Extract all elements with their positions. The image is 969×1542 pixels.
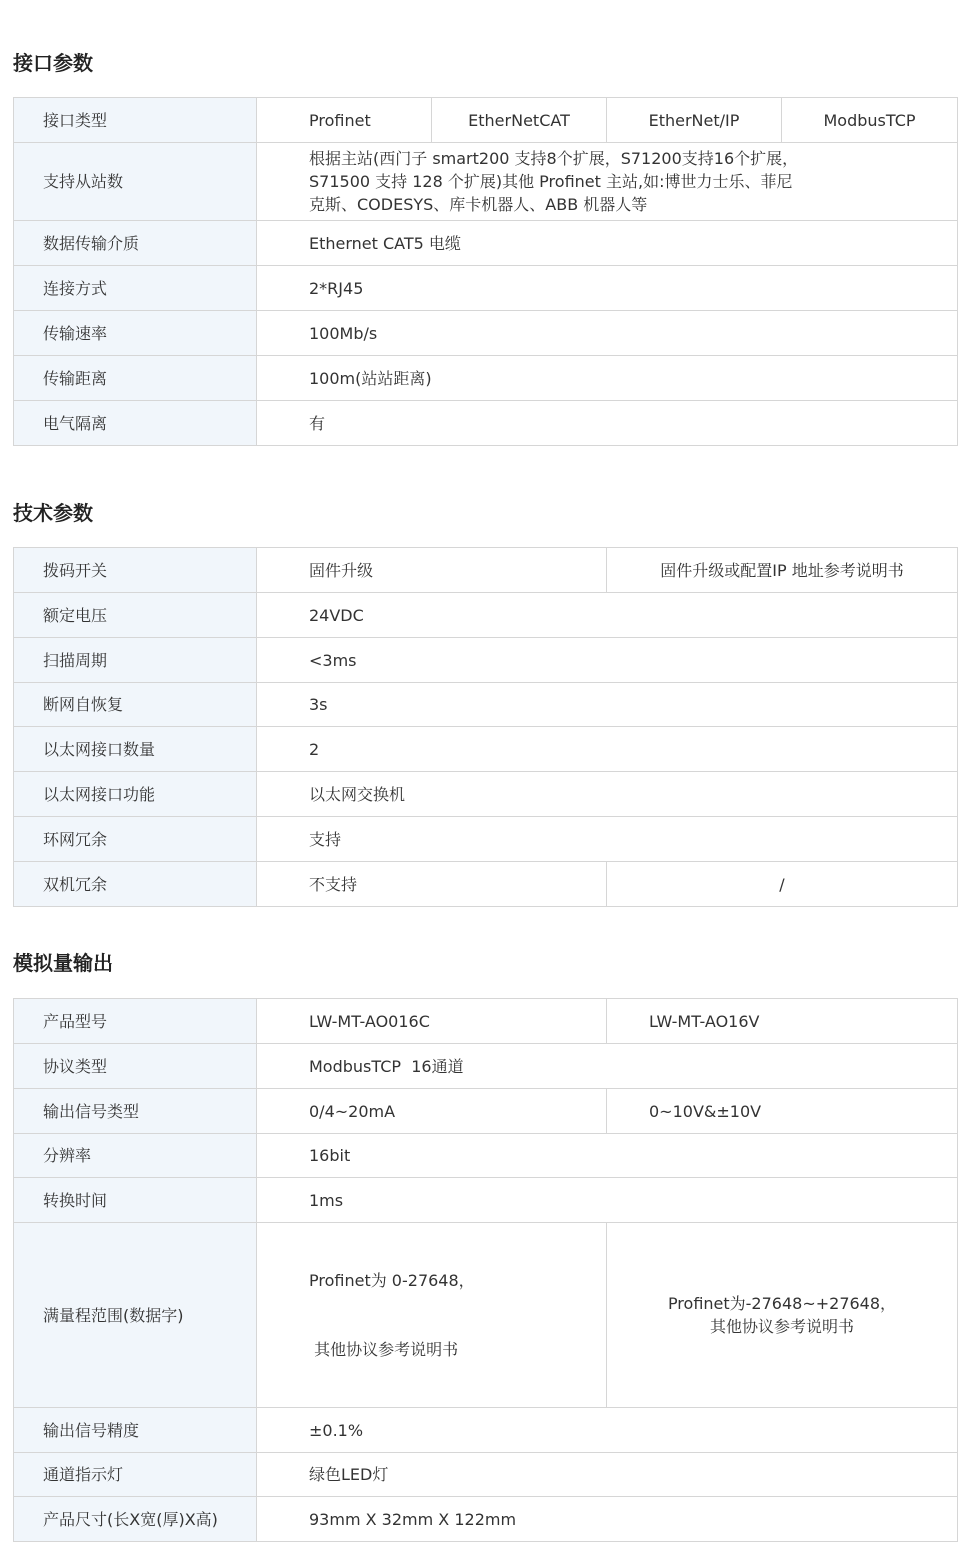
cell-value: Ethernet CAT5 电缆 — [257, 221, 958, 266]
table-row — [14, 862, 958, 907]
cell-value: 有 — [257, 401, 958, 446]
text-line: 其他协议参考说明书 — [309, 1340, 459, 1359]
cell-modbustcp: ModbusTCP — [782, 98, 958, 143]
cell-value-secondary: LW-MT-AO16V — [607, 999, 958, 1044]
cell-value: ±0.1% — [257, 1408, 958, 1453]
section-title-analog: 模拟量输出 — [13, 951, 113, 975]
cell-ethernet-ip: EtherNet/IP — [607, 98, 782, 143]
cell-value: 0/4~20mA — [257, 1089, 607, 1134]
text-line: 其他协议参考说明书 — [709, 1317, 854, 1336]
table-row — [14, 356, 958, 401]
cell-value: <3ms — [257, 638, 958, 683]
text-line: S71500 支持 128 个扩展)其他 Profinet 主站,如:博世力士乐、菲尼 — [309, 172, 793, 191]
row-label: 接口类型 — [14, 98, 257, 143]
row-label: 额定电压 — [14, 593, 257, 638]
row-label: 转换时间 — [14, 1178, 257, 1223]
table-row — [14, 548, 958, 593]
cell-value: 2*RJ45 — [257, 266, 958, 311]
cell-value: 100m(站站距离) — [257, 356, 958, 401]
section-title-technical: 技术参数 — [13, 501, 93, 525]
row-label: 分辨率 — [14, 1134, 257, 1178]
table-row — [14, 1089, 958, 1134]
row-label: 断网自恢复 — [14, 683, 257, 727]
table-row — [14, 266, 958, 311]
row-label: 产品型号 — [14, 999, 257, 1044]
row-label: 以太网接口功能 — [14, 772, 257, 817]
cell-value: 固件升级 — [257, 548, 607, 593]
text-line: Profinet为-27648~+27648， — [667, 1294, 897, 1313]
cell-value: 93mm X 32mm X 122mm — [257, 1497, 958, 1542]
table-row — [14, 638, 958, 683]
cell-value: 不支持 — [257, 862, 607, 907]
table-row — [14, 999, 958, 1044]
table-row — [14, 143, 958, 221]
row-label: 扫描周期 — [14, 638, 257, 683]
table-row — [14, 817, 958, 862]
table-row — [14, 1453, 958, 1497]
cell-profinet: Profinet — [257, 98, 432, 143]
row-label: 协议类型 — [14, 1044, 257, 1089]
text-line: Profinet为 0-27648， — [309, 1271, 475, 1290]
cell-value: 3s — [257, 683, 958, 727]
cell-value — [257, 143, 958, 221]
technical-params-table — [13, 547, 958, 907]
row-label: 传输速率 — [14, 311, 257, 356]
cell-value: 2 — [257, 727, 958, 772]
cell-value: 支持 — [257, 817, 958, 862]
row-label: 连接方式 — [14, 266, 257, 311]
cell-value: 16bit — [257, 1134, 958, 1178]
table-row — [14, 1134, 958, 1178]
table-row — [14, 683, 958, 727]
cell-value: 绿色LED灯 — [257, 1453, 958, 1497]
table-row — [14, 1223, 958, 1408]
row-label: 以太网接口数量 — [14, 727, 257, 772]
cell-value: 100Mb/s — [257, 311, 958, 356]
row-label: 输出信号精度 — [14, 1408, 257, 1453]
cell-value: LW-MT-AO016C — [257, 999, 607, 1044]
interface-params-table — [13, 97, 958, 446]
cell-value-secondary: 0~10V&±10V — [607, 1089, 958, 1134]
text-line: 克斯、CODESYS、库卡机器人、ABB 机器人等 — [309, 195, 648, 214]
row-label: 传输距离 — [14, 356, 257, 401]
table-row — [14, 221, 958, 266]
row-label: 拨码开关 — [14, 548, 257, 593]
cell-value-secondary: 固件升级或配置IP 地址参考说明书 — [607, 548, 958, 593]
row-label: 通道指示灯 — [14, 1453, 257, 1497]
table-row — [14, 772, 958, 817]
cell-value: ModbusTCP 16通道 — [257, 1044, 958, 1089]
row-label: 电气隔离 — [14, 401, 257, 446]
analog-output-table — [13, 998, 958, 1542]
section-title-interface: 接口参数 — [13, 51, 93, 75]
row-label: 产品尺寸(长X宽(厚)X高) — [14, 1497, 257, 1542]
cell-value: 1ms — [257, 1178, 958, 1223]
cell-value — [257, 1223, 607, 1408]
table-row — [14, 311, 958, 356]
cell-ethernetcat: EtherNetCAT — [432, 98, 607, 143]
cell-value-secondary — [607, 1223, 958, 1408]
row-label: 满量程范围(数据字) — [14, 1223, 257, 1408]
text-line: 根据主站(西门子 smart200 支持8个扩展，S71200支持16个扩展， — [309, 149, 799, 168]
table-row — [14, 1178, 958, 1223]
row-label: 数据传输介质 — [14, 221, 257, 266]
table-row — [14, 1044, 958, 1089]
table-row — [14, 1497, 958, 1542]
row-label: 支持从站数 — [14, 143, 257, 221]
cell-value: 24VDC — [257, 593, 958, 638]
table-row — [14, 593, 958, 638]
row-label: 双机冗余 — [14, 862, 257, 907]
cell-value: 以太网交换机 — [257, 772, 958, 817]
table-row — [14, 727, 958, 772]
cell-value-secondary: / — [607, 862, 958, 907]
table-row — [14, 98, 958, 143]
row-label: 环网冗余 — [14, 817, 257, 862]
table-row — [14, 1408, 958, 1453]
table-row — [14, 401, 958, 446]
row-label: 输出信号类型 — [14, 1089, 257, 1134]
